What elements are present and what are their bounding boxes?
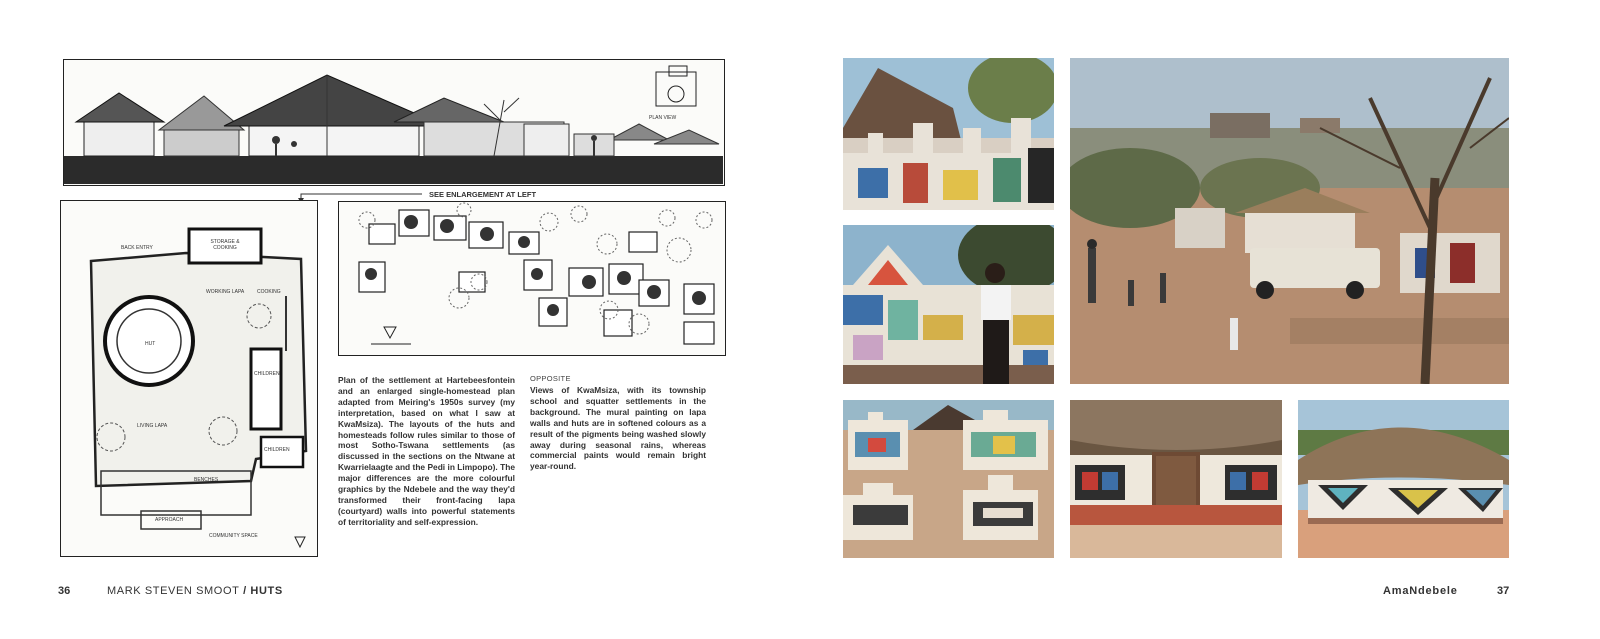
benches-label: BENCHES (194, 477, 219, 483)
enlargement-note-text: SEE ENLARGEMENT AT LEFT (429, 190, 537, 199)
back-entry-label: BACK ENTRY (121, 245, 153, 251)
round-thatched-hut-photo (1298, 400, 1509, 558)
left-page-number: 36 (58, 585, 71, 597)
chapter-running-head: AmaNdebele (1383, 585, 1458, 597)
community-space-label: COMMUNITY SPACE (209, 533, 258, 539)
hut-label: HUT (145, 341, 156, 347)
woman-before-mural-wall-photo (843, 225, 1054, 384)
storage-cooking-label: STORAGE & COOKING (210, 239, 240, 251)
author-name: MARK STEVEN SMOOT (107, 585, 240, 597)
book-title: HUTS (250, 585, 283, 597)
cooking-label: COOKING (257, 289, 281, 295)
homestead-plan-sketch (60, 200, 318, 557)
right-page-number: 37 (1497, 585, 1510, 597)
geometric-gateway-walls-photo (843, 400, 1054, 558)
children-label-2: CHILDREN (264, 447, 290, 453)
settlement-elevation-sketch (63, 59, 725, 186)
settlement-plan-sketch (338, 201, 726, 356)
painted-hut-doorway-photo (1070, 400, 1282, 558)
living-lapa-label: LIVING LAPA (137, 423, 168, 429)
settlement-plan-caption: Plan of the settlement at Hartebeesfontein and an enlarged single-homestead plan adapted from Meiring's 1950s survey (my interpretation, based on what I saw at KwaMsiza). The layouts of the huts and homesteads follow rules similar to those of most Sotho-Tswana settlements (as discussed in the sections on the Ntwane at Kwarrielaagte and the Pedi in Limpopo). The major differences are the more colourful graphics by the Ndebele and the way they'd transformed their front-facing lapa (courtyard) walls into powerful statements of territoriality and self-expression. (338, 375, 515, 527)
title-separator: / (239, 585, 251, 597)
painted-walls-thatched-huts-photo (843, 58, 1054, 210)
approach-label: APPROACH (155, 517, 184, 523)
children-label-1: CHILDREN (254, 371, 280, 377)
opposite-caption: Views of KwaMsiza, with its township school and squatter settlements in the background. The mural painting on lapa walls and huts are in softened colours as a result of the pigments being washed slowly away during seasonal rains, whereas commercial paints would remain bright year-round. (530, 385, 706, 472)
township-view-with-truck-photo (1070, 58, 1509, 384)
working-lapa-label: WORKING LAPA (206, 289, 245, 295)
left-running-head (107, 585, 283, 597)
plan-view-label: PLAN VIEW (649, 115, 677, 121)
opposite-heading: OPPOSITE (530, 374, 571, 383)
